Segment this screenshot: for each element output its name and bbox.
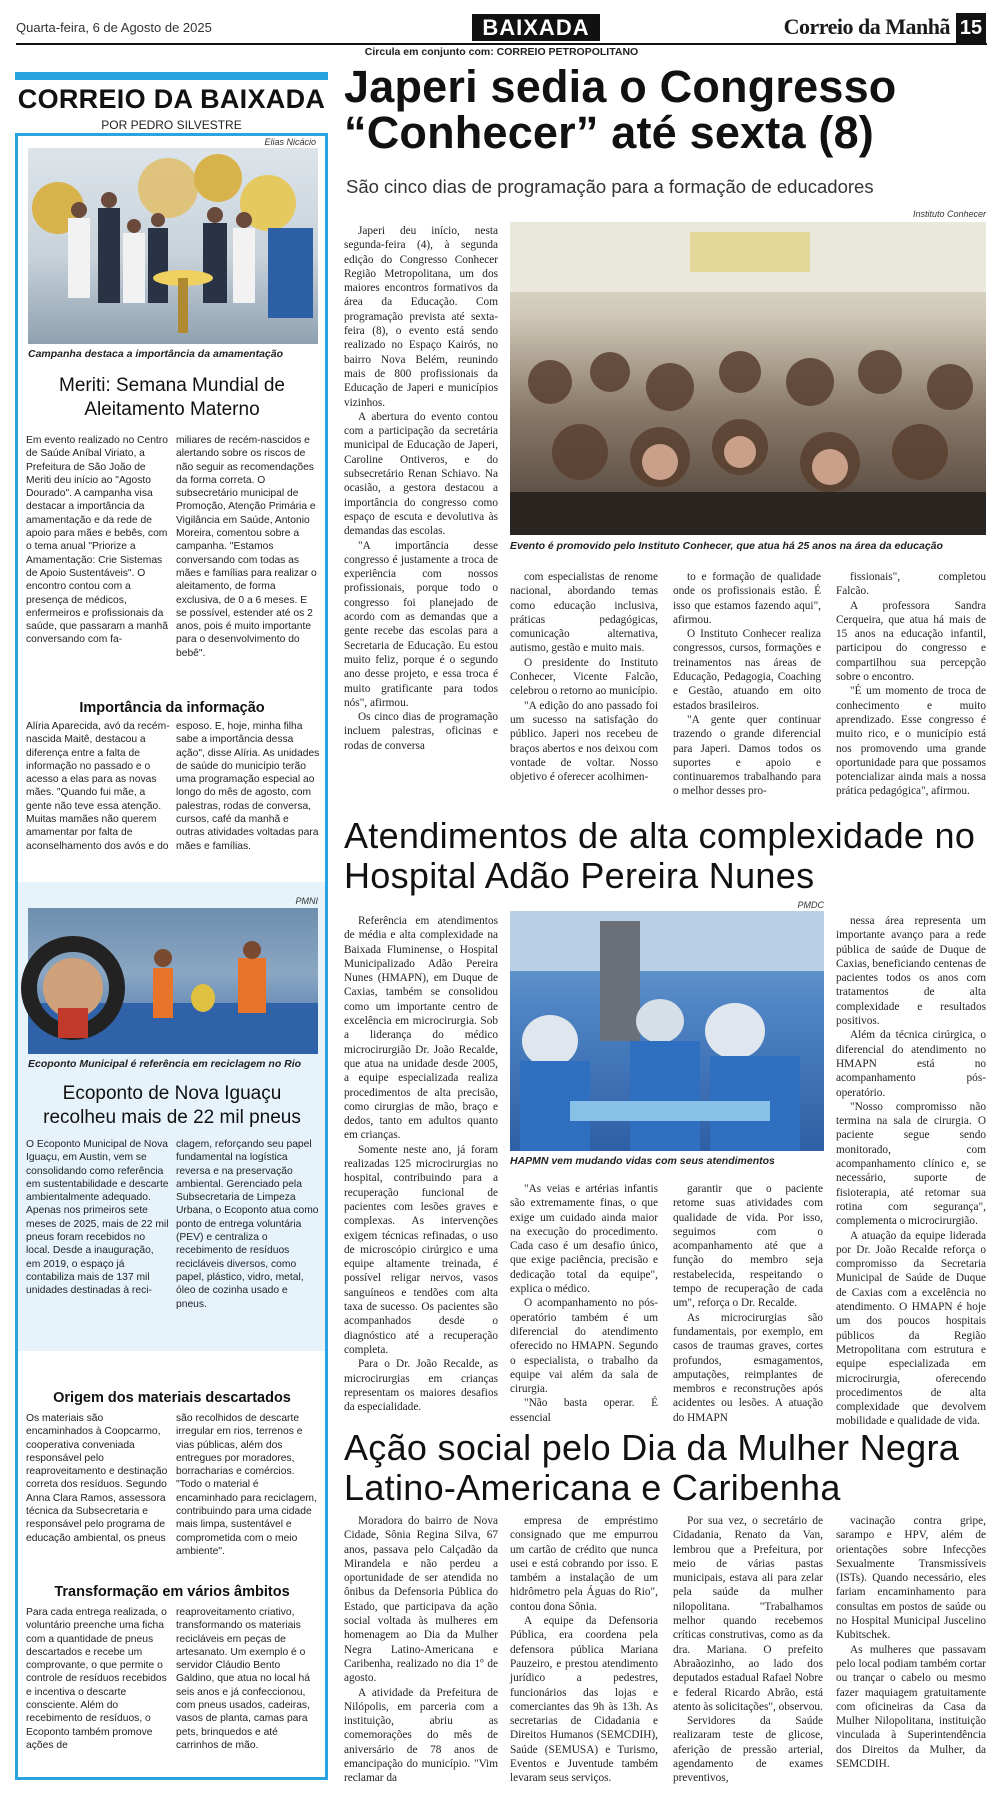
photo-credit: Elias Nicácio xyxy=(264,137,316,147)
paragraph: O Instituto Conhecer realiza congressos, cursos, formações e treinamentos nas áreas de Educação, Pedagogia, Coaching e Gestão, atuando em oito estados brasileiros. xyxy=(673,628,821,712)
paragraph: Moradora do bairro de Nova Cidade, Sônia Regina Silva, 67 anos, passava pelo Calçadão da Mirandela e não perdeu a oportunidade de ser atendida no ônibus da Defensoria Pública do Estado, que participava da ação social voltada às mulheres em homenagem ao Dia da Mulher Negra Latino-Americana e Caribenha, realizado no dia 1º de agosto. xyxy=(344,1515,498,1685)
paragraph: "A gente quer continuar trazendo o grande diferencial para Japeri. Damos todos os suportes e apoio e continuaremos trabalhando para o melhor desses pro- xyxy=(673,713,821,798)
congress-audience-photo xyxy=(510,222,986,535)
header-rule xyxy=(16,43,987,45)
article-2-headline: Atendimentos de alta complexidade no Hospital Adão Pereira Nunes xyxy=(344,815,976,896)
paragraph: fissionais", completou Falcão. xyxy=(836,571,986,598)
photo-caption: Ecoponto Municipal é referência em reciclagem no Rio xyxy=(28,1058,302,1070)
paragraph: O presidente do Instituto Conhecer, Vicente Falcão, celebrou o retorno ao município. xyxy=(510,656,658,698)
paragraph: "As veias e artérias infantis são extremamente finas, o que exige um cuidado ainda maior na execução do procedimento. Cada caso é um desafio único, que exige paciência, precisão e dedicação total da equipe", explica o médico. xyxy=(510,1183,658,1296)
paragraph: Para o Dr. João Recalde, as microcirurgias em crianças representam os maiores desafios da especialidade. xyxy=(344,1358,498,1414)
paragraph: nessa área representa um importante avanço para a rede pública de saúde de Duque de Caxias, beneficiando centenas de pacientes todos os anos com tratamentos de alta complexidade e resultados positivos. xyxy=(836,915,986,1028)
breastfeeding-campaign-photo xyxy=(28,148,318,344)
paragraph: "A importância desse congresso é justamente a troca de experiência com nossos profissionais, porque todo o congresso foi planejado de acordo com as demandas que a gente recebe das escolas para a Secretaria de Educação. Eu estou muito feliz, porque é o segundo ano desse projeto, e essa troca é muito gratificante para todos nós", afirmou. xyxy=(344,539,498,709)
story-text-col-5: Para cada entrega realizada, o voluntário preenche uma ficha com a quantidade de pneus descartados e recebe um comprovante, o que permite o controle de resíduos recebidos e incentiva o descarte consciente. Além do recebimento de resíduos, o Ecoponto também promove ações de xyxy=(26,1607,167,1751)
paragraph: Servidores da Saúde realizaram teste de glicose, aferição de pressão arterial, agendamento de exames preventivos, xyxy=(673,1715,823,1785)
sidebar-accent-bar xyxy=(15,72,328,80)
paragraph: empresa de empréstimo consignado que me empurrou um cartão de crédito que nunca usei e está cobrando por isso. E também a instalação de um hidrômetro pela Águas do Rio", contou dona Sônia. xyxy=(510,1515,658,1613)
story-text-col-6: reaproveitamento criativo, transformando os materiais recicláveis em peças de artesanato. Um exemplo é o servidor Cláudio Bento Galdino, que atua no local há seis anos e já confeccionou, com pneus usados, cadeiras, vasos de planta, camas para pets, brinquedos e até carrinhos de mão. xyxy=(176,1607,310,1751)
paragraph: Por sua vez, o secretário de Cidadania, Renato da Van, lembrou que a Prefeitura, por meio de várias pastas municipais, estava ali para zelar pela saúde da mulher nilopolitana. "Trabalhamos melhor quando recebemos críticas construtivas, como as da dra. Mariana. O prefeito Abraãozinho, ao lado dos deputados estadual Rafael Nobre e federal Ricardo Abrão, está atento às solicitações", observou. xyxy=(673,1515,823,1713)
section-tag: BAIXADA xyxy=(472,14,600,41)
story-text-col-1: O Ecoponto Municipal de Nova Iguaçu, em Austin, vem se consolidando como referência em sustentabilidade e descarte ambientalmente adequado. Apenas nos primeiros sete meses de 2025, mais de 22 mil pneus foram recebidos no local. Desde a inauguração, em 2019, o espaço já contabiliza mais de 137 mil unidades destinadas à reci- xyxy=(26,1139,169,1297)
article-1-headline: Japeri sedia o Congresso “Conhecer” até sexta (8) xyxy=(344,61,897,158)
photo-credit: PMNI xyxy=(295,896,318,906)
paragraph: Os cinco dias de programação incluem palestras, oficinas e rodas de conversa xyxy=(344,711,498,752)
article-3-col-4 xyxy=(836,1514,986,1784)
article-3-col-2 xyxy=(510,1514,658,1784)
story-text-col-3: Alíria Aparecida, avó da recém-nascida Maitê, destacou a diferença entre a falta de informação no passado e o acesso a elas para as novas mães. "Quando fui mãe, a gente não teve essa atenção. Muitas mamães não querem amamentar por falta de aconselhamento dos avós e do xyxy=(26,721,170,852)
story-text-col-1: Em evento realizado no Centro de Saúde Aníbal Viriato, a Prefeitura de São João de Meriti deu início ao "Agosto Dourado". A campanha visa destacar a importância da amamentação e da rede de apoio para mães e bebês, com o tema anual "Priorize a Amamentação: Crie Sistemas de Apoio Sustentáveis". O encontro contou com a presença de médicos, enfermeiros e profissionais da saúde, que passaram a manhã conversando com fa- xyxy=(26,435,168,646)
story-headline: Ecoponto de Nova Iguaçu recolheu mais de 22 mil pneus xyxy=(43,1083,301,1128)
photo-credit: PMDC xyxy=(797,900,824,910)
photo-caption: Evento é promovido pelo Instituto Conhecer, que atua há 25 anos na área da educação xyxy=(510,540,943,552)
story-text-col-3: Os materiais são encaminhados à Coopcarmo, cooperativa conveniada responsável pelo reaproveitamento e destinação correta dos resíduos. Segundo Anna Clara Ramos, assessora técnica da Subsecretaria e responsável pelo programa de educação ambiental, os pneus xyxy=(26,1413,168,1544)
article-1-subhead: São cinco dias de programação para a formação de educadores xyxy=(346,176,874,197)
sidebar-story-1 xyxy=(15,133,328,885)
paragraph: O acompanhamento no pós-operatório também é um diferencial do atendimento oferecido no HMAPN. Segundo o especialista, o trabalho da equipe vai além da sala de cirurgia. xyxy=(510,1297,658,1396)
article-1-col-4 xyxy=(836,570,986,798)
circulation-note: Circula em conjunto com: CORREIO PETROPOLITANO xyxy=(364,46,639,58)
paragraph: vacinação contra gripe, sarampo e HPV, além de orientações sobre Infecções Sexualmente Transmissíveis (ISTs). Quando necessário, eles fariam encaminhamento para consultas em postos de saúde ou no Hospital Municipal Juscelino Kubitschek. xyxy=(836,1515,986,1642)
paragraph: "A edição do ano passado foi um sucesso na satisfação do público. Japeri nos recebeu de braços abertos e nos deixou com vontade de voltar. Nosso objetivo é oferecer acolhimen- xyxy=(510,699,658,784)
article-1-col-2 xyxy=(510,570,658,794)
story-text-col-4: esposo. E, hoje, minha filha sabe a importância dessa ação", disse Alíria. As unidades de saúde do município terão uma programação especial ao longo do mês de agosto, com palestras, rodas de conversa, cursos, café da manhã e outras atividades voltadas para mães e famílias. xyxy=(176,721,320,852)
photo-caption: Campanha destaca a importância da amamentação xyxy=(28,348,284,360)
article-2-col-4 xyxy=(836,914,986,1428)
paragraph: A abertura do evento contou com a participação da secretária municipal de Educação de Japeri, Caroline Ontiveros, e do subsecretário Renan Schiavo. Na ocasião, a gestora destacou a importância do congresso como espaço de escuta e devolutiva às demandas das escolas. xyxy=(344,410,498,538)
story-text-col-4: são recolhidos de descarte irregular em rios, terrenos e vias públicas, além dos entregues por moradores, borracharias e comércios. "Todo o material é encaminhado para reciclagem, contribuindo para uma cidade mais limpa, sustentável e comprometida com o meio ambiente". xyxy=(176,1413,317,1557)
article-3-col-3 xyxy=(673,1514,823,1784)
article-2-col-1 xyxy=(344,914,498,1414)
paragraph: Referência em atendimentos de média e alta complexidade na Baixada Fluminense, o Hospital Municipalizado Adão Pereira Nunes (HMAPN), em Duque de Caxias, também se consolidou como um importante centro de excelência em microcirurgia. Sob a liderança do médico microcirurgião Dr. João Recalde, que atua na unidade desde 2005, a equipe especializada realiza procedimentos de alta precisão, como cirurgias de mão, braço e dedos, tanto em adultos quanto em crianças. xyxy=(344,915,498,1142)
photo-caption: HAPMN vem mudando vidas com seus atendimentos xyxy=(510,1155,775,1167)
paragraph: A atuação da equipe liderada por Dr. João Recalde reforça o compromisso da Secretaria Municipal de Saúde de Duque de Caxias com a excelência no atendimento. O HMAPN é hoje um dos poucos hospitais públicos da Região Metropolitana com estrutura e equipe especializada em microcirurgia, oferecendo procedimentos de alta complexidade que devolvem mobilidade e qualidade de vida. xyxy=(836,1229,986,1428)
sidebar-title: CORREIO DA BAIXADA xyxy=(17,84,326,114)
story-headline: Meriti: Semana Mundial de Aleitamento Materno xyxy=(59,375,285,420)
paragraph: Além da técnica cirúrgica, o diferencial do atendimento no HMAPN está no acompanhamento pós-operatório. xyxy=(836,1029,986,1099)
article-2-col-3 xyxy=(673,1182,823,1424)
article-3-headline: Ação social pelo Dia da Mulher Negra Latino-Americana e Caribenha xyxy=(344,1427,960,1508)
page-number: 15 xyxy=(956,13,986,43)
paragraph: A atividade da Prefeitura de Nilópolis, em parceria com a instituição, abriu as comemorações do mês de aniversário de 78 anos de emancipação do município. "Vim reclamar da xyxy=(344,1686,498,1785)
story-subhead: Origem dos materiais descartados xyxy=(53,1390,291,1406)
surgery-photo xyxy=(510,911,824,1151)
story-subhead: Transformação em vários âmbitos xyxy=(54,1584,290,1600)
article-1-col-1 xyxy=(344,224,498,794)
sidebar-story-2 xyxy=(15,882,328,1780)
sidebar-byline: POR PEDRO SILVESTRE xyxy=(101,118,242,132)
article-3-col-1 xyxy=(344,1514,498,1784)
story-subhead: Importância da informação xyxy=(79,700,265,716)
paragraph: As microcirurgias são fundamentais, por exemplo, em casos de traumas graves, cortes profundos, esmagamentos, amputações, reimplantes de membros e reconstruções após acidentes ou lesões. A atuação do HMAPN xyxy=(673,1311,823,1424)
article-2-col-2 xyxy=(510,1182,658,1424)
paragraph: to e formação de qualidade onde os profissionais estão. É isso que estamos fazendo aqui", afirmou. xyxy=(673,571,821,626)
paragraph: Japeri deu início, nesta segunda-feira (4), à segunda edição do Congresso Conhecer Região Metropolitana, um dos maiores encontros formativos da área da Educação. Com programação prevista até sexta-feira (8), o evento está sendo realizado no Espaço Kairós, no bairro Nova Belém, reunindo mais de 800 profissionais da Educação de Japeri e municípios vizinhos. xyxy=(344,225,498,409)
paragraph: garantir que o paciente retome suas atividades com qualidade de vida. Por isso, seguimos com o acompanhamento até que a função do membro seja restabelecida, respeitando o tempo de recuperação de cada um", reforça o Dr. Recalde. xyxy=(673,1183,823,1310)
paragraph: "Nosso compromisso não termina na sala de cirurgia. O paciente segue sendo monitorado, com acompanhamento clínico e, se necessário, suporte de fisioterapia, até retomar sua rotina com segurança", complementa o microcirurgião. xyxy=(836,1100,986,1228)
story-text-col-2: clagem, reforçando seu papel fundamental na logística reversa e na preservação ambiental. Gerenciado pela Subsecretaria de Limpeza Urbana, o Ecoponto atua como ponto de entrega voluntária (PEV) e centraliza o recebimento de resíduos recicláveis diversos, como papel, plástico, vidro, metal, óleo de cozinha usado e pneus. xyxy=(176,1139,319,1310)
issue-date: Quarta-feira, 6 de Agosto de 2025 xyxy=(16,20,212,35)
story-text-col-2: miliares de recém-nascidos e alertando sobre os riscos de não seguir as recomendações da forma correta. O subsecretário municipal de Promoção, Atenção Primária e Vigilância em Saúde, Antonio Moreira, comentou sobre a campanha. "Estamos conversando com todas as mães e famílias para realizar o aleitamento, de forma exclusiva, de 0 a 6 meses. E se possível, estender até os 2 anos, pois é muito importante para o desenvolvimento do bebê". xyxy=(176,435,317,659)
masthead: Correio da Manhã xyxy=(783,14,950,39)
paragraph: "Não basta operar. É essencial xyxy=(510,1397,658,1424)
paragraph: com especialistas de renome nacional, abordando temas como educação inclusiva, práticas pedagógicas, comunicação alternativa, autismo, gestão e muito mais. xyxy=(510,571,658,655)
photo-credit: Instituto Conhecer xyxy=(912,209,986,219)
paragraph: Somente neste ano, já foram realizadas 125 microcirurgias no hospital, contribuindo para a recuperação funcional de pacientes com lesões graves e complexas. As intervenções exigem técnicas refinadas, o uso de microscópio cirúrgico e uma equipe altamente treinada, é possível religar nervos, vasos sanguíneos e tendões com alta taxa de sucesso. Os pacientes são acompanhados desde o diagnóstico até a recuperação completa. xyxy=(344,1143,498,1356)
paragraph: "É um momento de troca de conhecimento e muito aprendizado. Esse congresso é muito rico, e o município está nos promovendo uma grande oportunidade para que possamos potencializar ainda mais a nossa prática pedagógica", afirmou. xyxy=(836,685,986,798)
article-1-col-3 xyxy=(673,570,821,798)
paragraph: As mulheres que passavam pelo local podiam também cortar ou trançar o cabelo ou mesmo fazer maquiagem gratuitamente com oficineiras da Casa da Mulher Nilopolitana, instituição vinculada à Superintendência dos Direitos da Mulher, da SEMCDIH. xyxy=(836,1643,986,1771)
paragraph: A professora Sandra Cerqueira, que atua há mais de 15 anos na educação infantil, participou do congresso e compartilhou sua percepção sobre o encontro. xyxy=(836,599,986,684)
ecoponto-photo xyxy=(28,908,318,1054)
paragraph: A equipe da Defensoria Pública, era coordena pela defensora pública Mariana Pauzeiro, e prestou atendimento jurídico a pedestres, funcionários das lojas e comerciantes das 9h às 13h. As secretarias de Cidadania e Direitos Humanos (SEMCDIH), Saúde (SEMUSA) e Turismo, Eventos e Juventude também levaram seus serviços. xyxy=(510,1615,658,1785)
